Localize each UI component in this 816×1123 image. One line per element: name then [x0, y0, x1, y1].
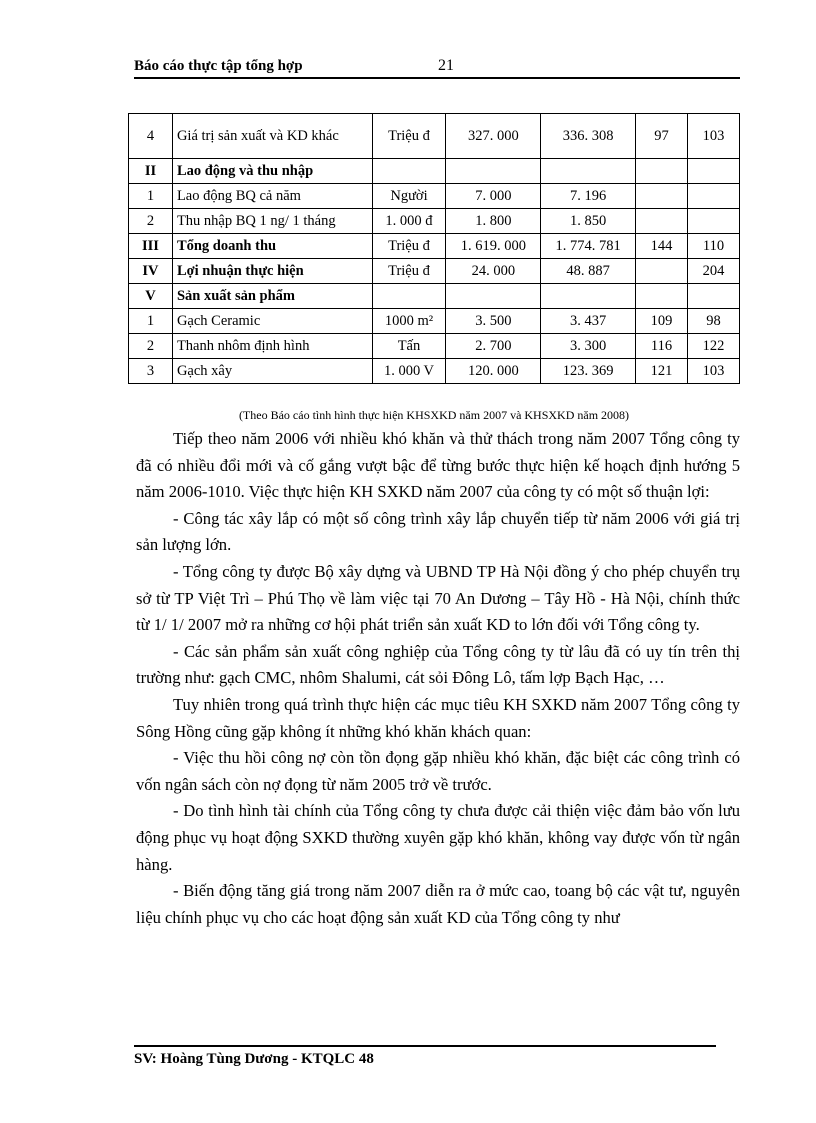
cell-actual: 3. 300 [541, 334, 636, 359]
cell-plan [446, 284, 541, 309]
cell-item-name: Giá trị sản xuất và KD khác [172, 114, 372, 159]
cell-unit: Triệu đ [372, 259, 446, 284]
table-row [129, 334, 740, 359]
cell-item-name: Thu nhập BQ 1 ng/ 1 tháng [172, 209, 372, 234]
cell-item-name: Lao động và thu nhập [172, 159, 372, 184]
paragraph: - Tổng công ty được Bộ xây dựng và UBND TP Hà Nội đồng ý cho phép chuyển trụ sở từ TP Việt Trì – Phú Thọ về làm việc tại 70 An Dương – Tây Hồ - Hà Nội, chính thức từ 1/ 1/ 2007 mở ra những cơ hội phát triển sản xuất KD to lớn đối với Tổng công ty. [136, 561, 740, 635]
cell-no: 3 [129, 359, 173, 384]
cell-percent-prev [688, 284, 740, 309]
cell-unit: 1000 m² [372, 309, 446, 334]
table-row [129, 114, 740, 159]
cell-unit: Tấn [372, 334, 446, 359]
paragraph: - Công tác xây lắp có một số công trình xây lắp chuyển tiếp từ năm 2006 với giá trị sản lượng lớn. [136, 508, 740, 555]
cell-percent-plan: 144 [636, 234, 688, 259]
cell-actual: 3. 437 [541, 309, 636, 334]
cell-percent-plan: 97 [636, 114, 688, 159]
table-row [129, 284, 740, 309]
cell-actual: 1. 774. 781 [541, 234, 636, 259]
page-header [134, 57, 740, 79]
paragraph: Tuy nhiên trong quá trình thực hiện các mục tiêu KH SXKD năm 2007 Tổng công ty Sông Hồng cũng gặp không ít những khó khăn khách quan: [136, 694, 740, 741]
cell-percent-prev: 103 [688, 114, 740, 159]
cell-percent-plan: 116 [636, 334, 688, 359]
cell-actual [541, 284, 636, 309]
cell-percent-plan [636, 159, 688, 184]
cell-no: IV [129, 259, 173, 284]
cell-unit: Triệu đ [372, 114, 446, 159]
cell-percent-prev: 103 [688, 359, 740, 384]
cell-item-name: Gạch xây [172, 359, 372, 384]
report-title: Báo cáo thực tập tổng hợp [134, 58, 303, 74]
paragraph: Tiếp theo năm 2006 với nhiều khó khăn và thử thách trong năm 2007 Tổng công ty đã có nhiều đổi mới và cố gắng vượt bậc để từng bước thực hiện kế hoạch định hướng 5 năm 2006-1010. Việc thực hiện KH SXKD năm 2007 của công ty có một số thuận lợi: [136, 429, 740, 502]
table-row [129, 209, 740, 234]
cell-no: V [129, 284, 173, 309]
paragraph: - Do tình hình tài chính của Tổng công ty chưa được cải thiện việc đảm bảo vốn lưu động phục vụ hoạt động SXKD thường xuyên gặp khó khăn, không vay được vốn từ ngân hàng. [136, 801, 740, 874]
table-row [129, 359, 740, 384]
cell-unit: 1. 000 V [372, 359, 446, 384]
cell-percent-prev [688, 209, 740, 234]
cell-no: 1 [129, 184, 173, 209]
student-name: SV: Hoàng Tùng Dương - KTQLC 48 [134, 1051, 374, 1067]
cell-plan: 327. 000 [446, 114, 541, 159]
table-row [129, 234, 740, 259]
cell-plan: 7. 000 [446, 184, 541, 209]
cell-item-name: Sản xuất sản phẩm [172, 284, 372, 309]
cell-actual: 336. 308 [541, 114, 636, 159]
cell-plan: 24. 000 [446, 259, 541, 284]
cell-no: 2 [129, 209, 173, 234]
cell-percent-prev: 98 [688, 309, 740, 334]
table-row [129, 309, 740, 334]
cell-plan: 3. 500 [446, 309, 541, 334]
results-table [128, 113, 740, 384]
cell-percent-plan: 109 [636, 309, 688, 334]
cell-percent-prev [688, 159, 740, 184]
cell-no: 2 [129, 334, 173, 359]
cell-plan: 1. 619. 000 [446, 234, 541, 259]
cell-actual [541, 159, 636, 184]
cell-plan: 2. 700 [446, 334, 541, 359]
cell-item-name: Thanh nhôm định hình [172, 334, 372, 359]
cell-unit [372, 284, 446, 309]
cell-plan [446, 159, 541, 184]
cell-no: II [129, 159, 173, 184]
cell-percent-plan [636, 259, 688, 284]
cell-actual: 1. 850 [541, 209, 636, 234]
cell-item-name: Lợi nhuận thực hiện [172, 259, 372, 284]
cell-percent-plan [636, 209, 688, 234]
cell-plan: 120. 000 [446, 359, 541, 384]
table-row [129, 259, 740, 284]
body-text [136, 426, 740, 931]
cell-percent-plan: 121 [636, 359, 688, 384]
paragraph: - Các sản phẩm sản xuất công nghiệp của Tổng công ty từ lâu đã có uy tín trên thị trường như: gạch CMC, nhôm Shalumi, cát sỏi Đông Lô, tấm lợp Bạch Hạc, … [136, 641, 740, 688]
cell-item-name: Gạch Ceramic [172, 309, 372, 334]
paragraph: - Việc thu hồi công nợ còn tồn đọng gặp nhiều khó khăn, đặc biệt các công trình có vốn ngân sách còn nợ đọng từ năm 2005 trở về trước. [136, 748, 740, 794]
cell-percent-prev: 110 [688, 234, 740, 259]
cell-percent-prev [688, 184, 740, 209]
cell-no: 4 [129, 114, 173, 159]
cell-percent-plan [636, 184, 688, 209]
cell-percent-prev: 204 [688, 259, 740, 284]
cell-no: III [129, 234, 173, 259]
cell-actual: 48. 887 [541, 259, 636, 284]
cell-no: 1 [129, 309, 173, 334]
cell-unit: Người [372, 184, 446, 209]
cell-unit: 1. 000 đ [372, 209, 446, 234]
cell-unit: Triệu đ [372, 234, 446, 259]
paragraph: - Biến động tăng giá trong năm 2007 diễn ra ở mức cao, toang bộ các vật tư, nguyên liệu chính phục vụ cho các hoạt động sản xuất KD của Tổng công ty như [136, 881, 740, 927]
table-row [129, 159, 740, 184]
cell-plan: 1. 800 [446, 209, 541, 234]
source-note: (Theo Báo cáo tình hình thực hiện KHSXKD năm 2007 và KHSXKD năm 2008) [238, 408, 630, 422]
cell-percent-plan [636, 284, 688, 309]
cell-actual: 7. 196 [541, 184, 636, 209]
cell-actual: 123. 369 [541, 359, 636, 384]
table-row [129, 184, 740, 209]
cell-unit [372, 159, 446, 184]
page-footer [134, 1045, 716, 1067]
page-number: 21 [438, 57, 454, 74]
cell-percent-prev: 122 [688, 334, 740, 359]
cell-item-name: Lao động BQ cả năm [172, 184, 372, 209]
cell-item-name: Tổng doanh thu [172, 234, 372, 259]
